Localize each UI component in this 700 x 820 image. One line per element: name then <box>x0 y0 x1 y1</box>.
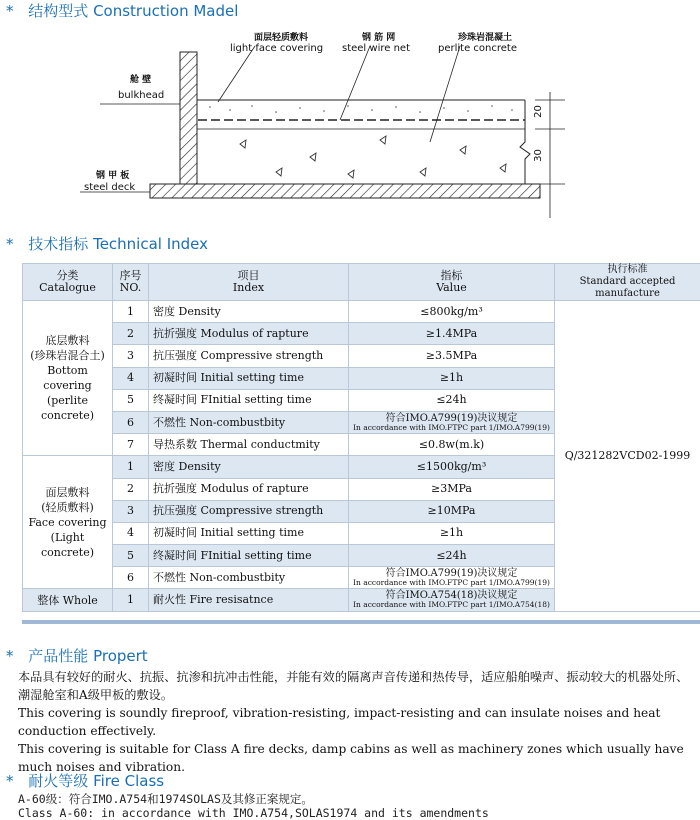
label-bulkhead-en: bulkhead <box>118 90 165 101</box>
row-item: 初凝时间 Initial setting time <box>149 522 349 544</box>
row-no: 4 <box>113 522 149 544</box>
row-value: ≤1500kg/m³ <box>349 456 555 478</box>
heading-cn: 耐火等级 <box>28 772 89 790</box>
label-wire-en: steel wire net <box>342 43 410 54</box>
row-no: 2 <box>113 478 149 500</box>
row-item: 密度 Density <box>149 301 349 323</box>
header-catalogue: 分类 Catalogue <box>23 264 113 301</box>
heading-en: Fire Class <box>93 772 165 790</box>
group-whole: 整体 Whole <box>23 589 113 611</box>
heading-cn: 技术指标 <box>28 235 89 253</box>
row-value: ≥1.4MPa <box>349 323 555 345</box>
row-value: ≥10MPa <box>349 500 555 522</box>
heading-cn: 结构型式 <box>28 2 89 20</box>
label-light-face-en: light face covering <box>230 43 324 54</box>
row-no: 6 <box>113 567 149 589</box>
row-no: 2 <box>113 323 149 345</box>
dim-bottom: 30 <box>532 149 544 162</box>
header-index: 项目 Index <box>149 264 349 301</box>
star-icon: * <box>6 2 14 20</box>
section-heading-fireclass <box>6 770 164 791</box>
heading-en: Technical Index <box>93 235 209 253</box>
label-light-face-cn: 面层轻质敷料 <box>254 33 309 43</box>
label-wire-cn: 钢 筋 网 <box>362 33 396 43</box>
row-value: ≥3.5MPa <box>349 345 555 367</box>
row-item: 抗压强度 Compressive strength <box>149 500 349 522</box>
row-no: 5 <box>113 389 149 411</box>
label-deck-en: steel deck <box>84 182 136 193</box>
row-value: ≤800kg/m³ <box>349 301 555 323</box>
heading-en: Construction Madel <box>93 2 239 20</box>
row-no: 6 <box>113 411 149 433</box>
row-value: 符合IMO.A799(19)决议规定 In accordance with IMO.FTPC part 1/IMO.A799(19) <box>349 567 555 589</box>
table-row <box>23 301 700 323</box>
divider <box>22 620 700 624</box>
row-no: 5 <box>113 545 149 567</box>
label-bulkhead-cn: 舱 壁 <box>130 75 152 85</box>
table-header-row <box>23 264 700 301</box>
row-value: ≤24h <box>349 389 555 411</box>
group-bottom-covering: 底层敷料 (珍珠岩混合土) Bottom covering (perlite concrete) <box>23 301 113 456</box>
fireclass-cn: A-60级：符合IMO.A754和1974SOLAS及其修正案规定。 <box>18 792 313 806</box>
row-no: 3 <box>113 500 149 522</box>
row-item: 不燃性 Non-combustbity <box>149 567 349 589</box>
property-cn: 本品具有较好的耐火、抗振、抗渗和抗冲击性能，并能有效的隔离声音传递和热传导，适应船舶噪声、振动较大的机器处所、潮湿舱室和A级甲板的敷设。 <box>18 670 689 702</box>
row-item: 不燃性 Non-combustbity <box>149 411 349 433</box>
label-perlite-cn: 珍珠岩混凝土 <box>458 33 513 43</box>
header-value: 指标 Value <box>349 264 555 301</box>
row-no: 4 <box>113 367 149 389</box>
row-value: 符合IMO.A754(18)决议规定 In accordance with IMO.FTPC part 1/IMO.A754(18) <box>349 589 555 611</box>
row-item: 初凝时间 Initial setting time <box>149 367 349 389</box>
property-text <box>18 668 690 776</box>
row-value: 符合IMO.A799(19)决议规定 In accordance with IMO.FTPC part 1/IMO.A799(19) <box>349 411 555 433</box>
row-item: 导热系数 Thermal conductmity <box>149 434 349 456</box>
heading-cn: 产品性能 <box>28 647 89 665</box>
row-value: ≥1h <box>349 367 555 389</box>
row-no: 1 <box>113 589 149 611</box>
section-heading-property <box>6 645 148 666</box>
group-face-covering: 面层敷料 (轻质敷料) Face covering (Light concrete) <box>23 456 113 589</box>
row-item: 抗折强度 Modulus of rapture <box>149 478 349 500</box>
row-value: ≤24h <box>349 545 555 567</box>
row-value: ≥3MPa <box>349 478 555 500</box>
section-heading-construction <box>6 0 238 21</box>
star-icon: * <box>6 235 14 253</box>
row-no: 1 <box>113 456 149 478</box>
header-no: 序号 NO. <box>113 264 149 301</box>
row-item: 抗压强度 Compressive strength <box>149 345 349 367</box>
row-item: 耐火性 Fire resisatnce <box>149 589 349 611</box>
construction-diagram <box>80 22 570 218</box>
row-no: 3 <box>113 345 149 367</box>
standard-cell: Q/321282VCD02-1999 <box>555 301 700 612</box>
row-no: 7 <box>113 434 149 456</box>
row-no: 1 <box>113 301 149 323</box>
star-icon: * <box>6 647 14 665</box>
row-item: 终凝时间 FInitial setting time <box>149 545 349 567</box>
property-en-2: This covering is suitable for Class A fire decks, damp cabins as well as machinery zones which usually have much noises and vibration. <box>18 742 684 774</box>
label-deck-cn: 钢 甲 板 <box>96 171 130 181</box>
row-item: 密度 Density <box>149 456 349 478</box>
section-heading-technical <box>6 233 208 254</box>
heading-en: Propert <box>93 647 148 665</box>
fireclass-en: Class A-60: in accordance with IMO.A754,SOLAS1974 and its amendments <box>18 806 489 820</box>
header-standard: 执行标准 Standard accepted manufacture <box>555 264 700 301</box>
row-item: 抗折强度 Modulus of rapture <box>149 323 349 345</box>
technical-index-table <box>22 263 700 612</box>
dim-top: 20 <box>532 105 544 118</box>
row-item: 终凝时间 FInitial setting time <box>149 389 349 411</box>
star-icon: * <box>6 772 14 790</box>
row-value: ≤0.8w(m.k) <box>349 434 555 456</box>
property-en-1: This covering is soundly fireproof, vibration-resisting, impact-resisting and can insulate noises and heat conduction effectively. <box>18 706 661 738</box>
label-perlite-en: perlite concrete <box>438 43 517 54</box>
row-value: ≥1h <box>349 522 555 544</box>
